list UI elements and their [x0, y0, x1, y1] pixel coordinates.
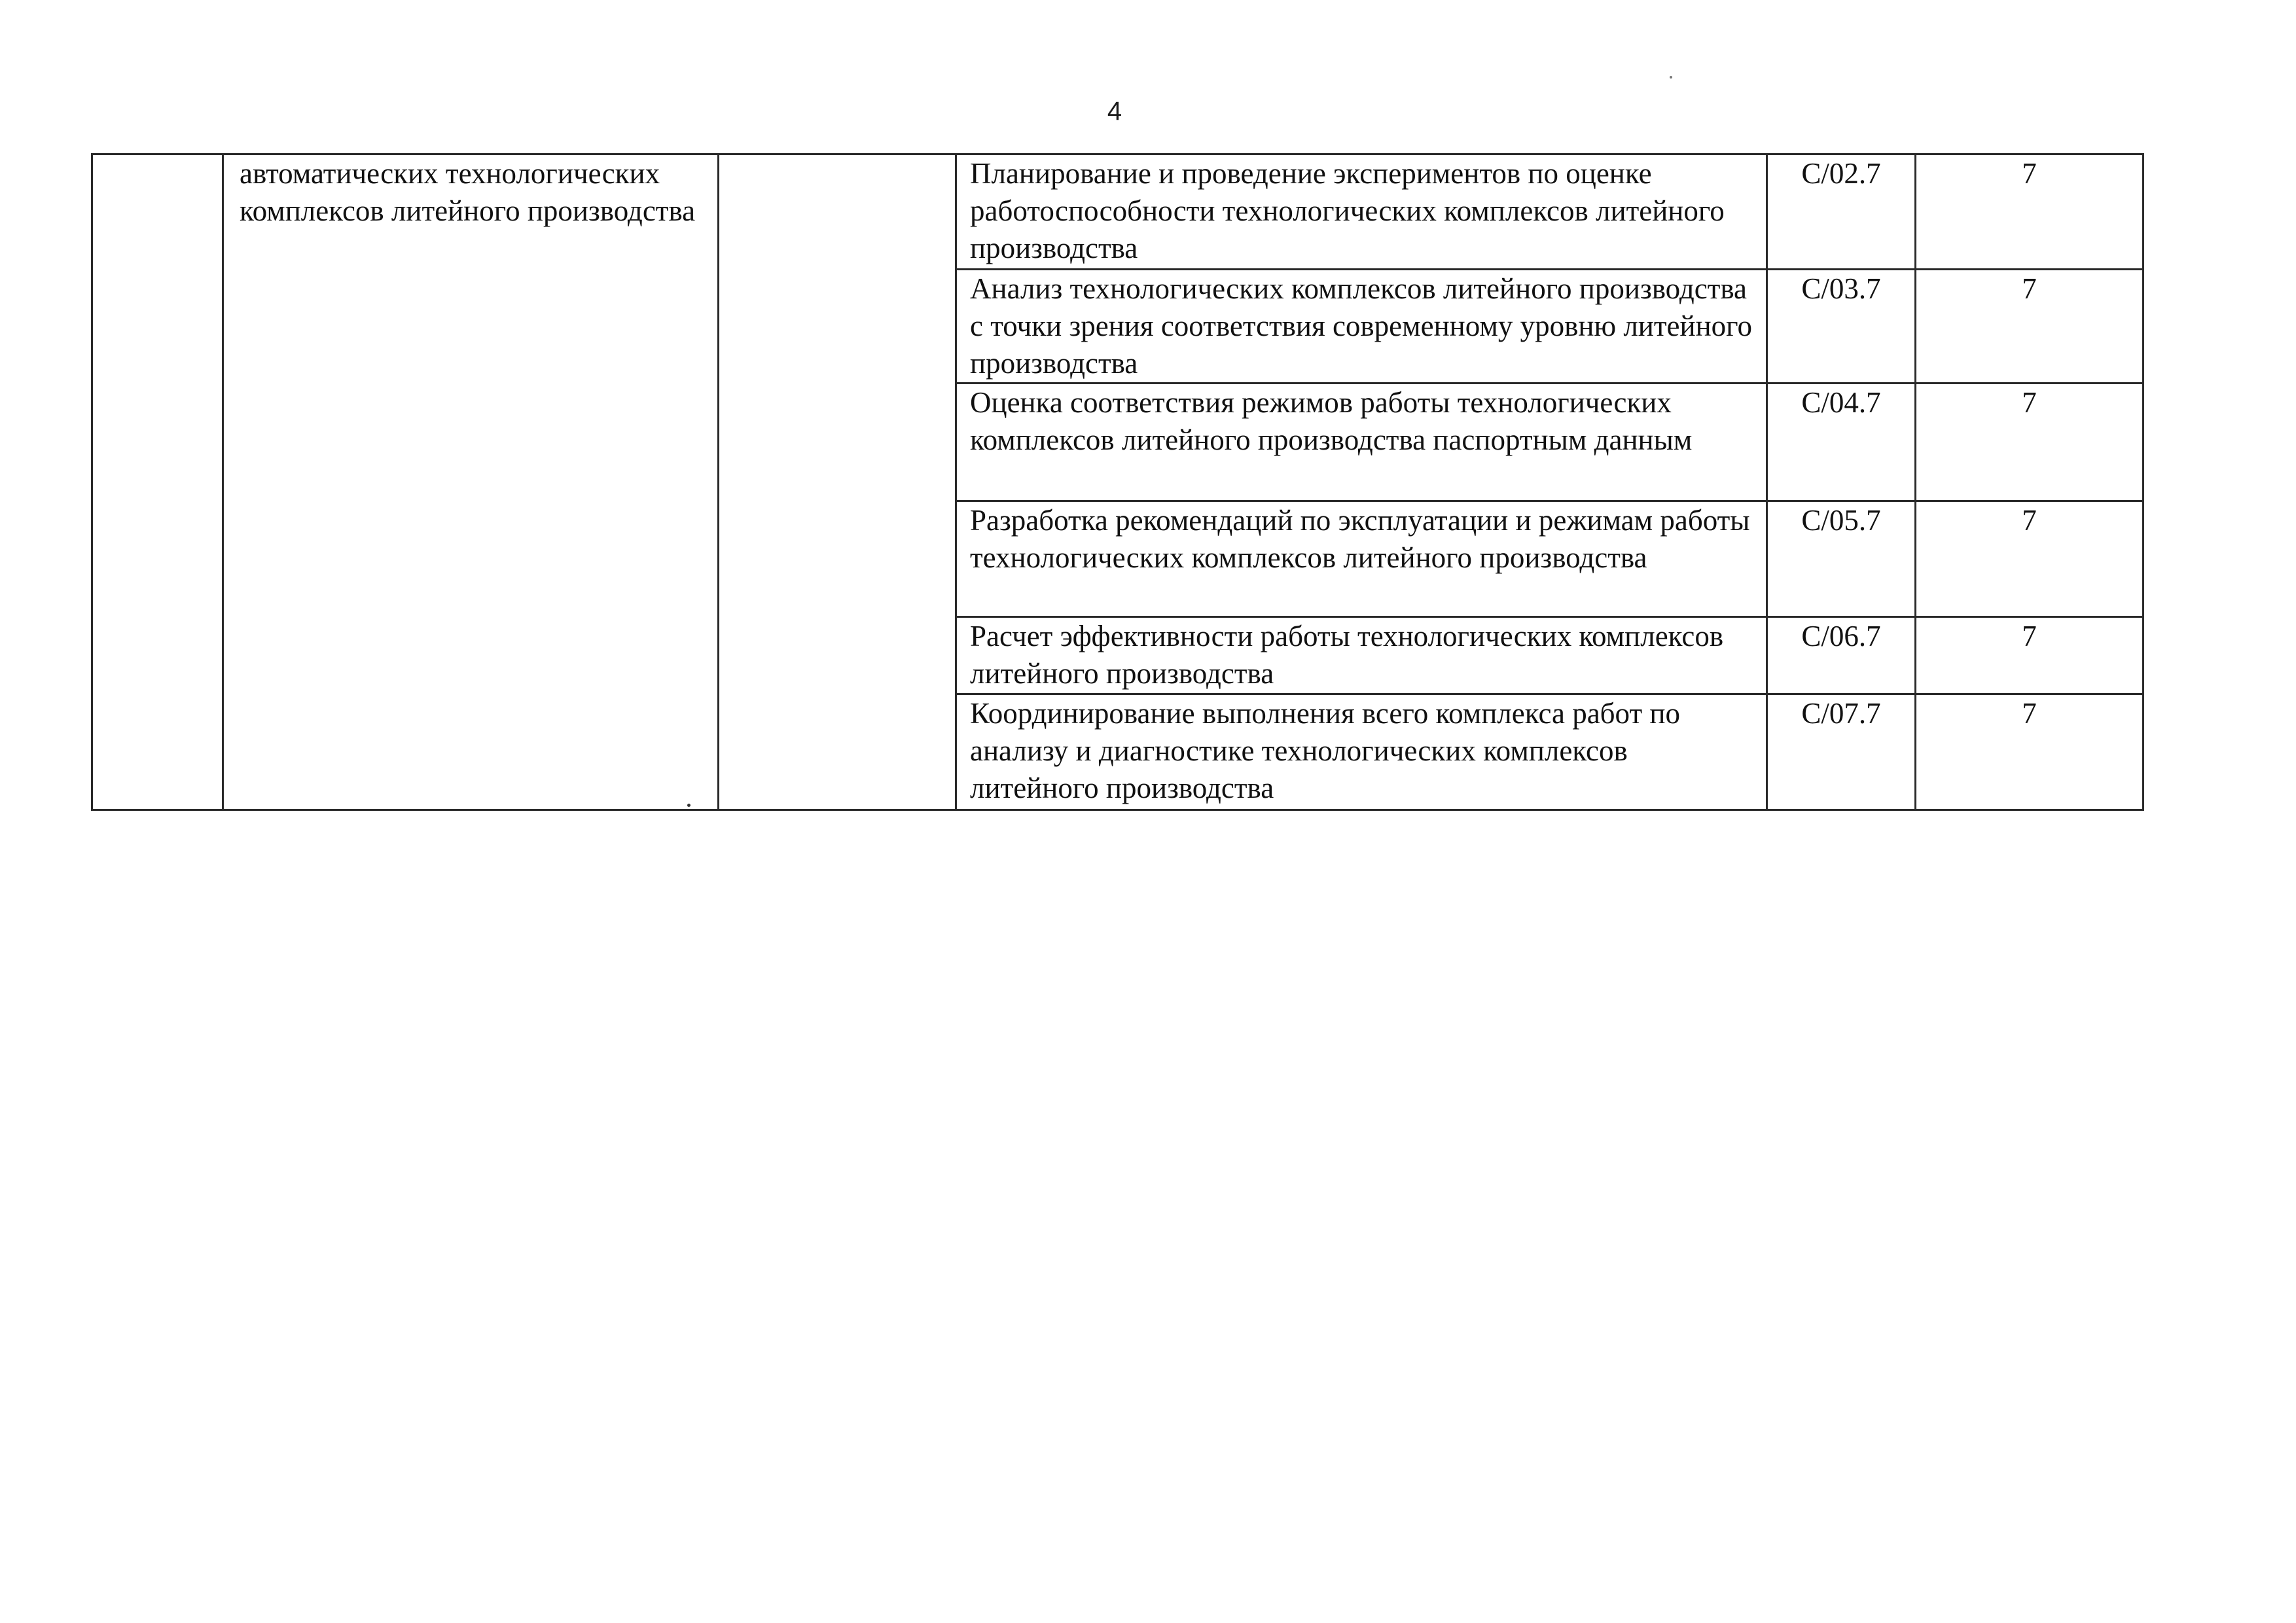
level-cell: 7 [1916, 617, 2144, 694]
function-cell: Координирование выполнения всего комплекса работ по анализу и диагностике технологических комплексов литейного производства [956, 694, 1767, 810]
table-row [92, 154, 2144, 270]
level-cell: 7 [1916, 154, 2144, 270]
group-name-cell [223, 154, 719, 810]
empty-level-cell [719, 154, 956, 810]
code-cell: С/02.7 [1767, 154, 1916, 270]
code-cell: С/06.7 [1767, 617, 1916, 694]
group-name-text: автоматических технологических комплексов литейного производства [240, 157, 696, 227]
code-cell: С/07.7 [1767, 694, 1916, 810]
function-cell: Оценка соответствия режимов работы технологических комплексов литейного производства паспортным данным [956, 383, 1767, 501]
function-cell: Расчет эффективности работы технологических комплексов литейного производства [956, 617, 1767, 694]
level-cell: 7 [1916, 383, 2144, 501]
page-number: 4 [1107, 97, 1122, 126]
level-cell: 7 [1916, 501, 2144, 617]
scan-speck [1670, 76, 1672, 79]
level-cell: 7 [1916, 694, 2144, 810]
code-cell: С/04.7 [1767, 383, 1916, 501]
code-cell: С/03.7 [1767, 270, 1916, 383]
qualification-table [91, 153, 2144, 811]
level-cell: 7 [1916, 270, 2144, 383]
code-cell: С/05.7 [1767, 501, 1916, 617]
scan-speck [687, 804, 691, 807]
empty-index-cell [92, 154, 223, 810]
function-cell: Планирование и проведение экспериментов по оценке работоспособности технологических комплексов литейного производства [956, 154, 1767, 270]
function-cell: Анализ технологических комплексов литейного производства с точки зрения соответствия современному уровню литейного производства [956, 270, 1767, 383]
function-cell: Разработка рекомендаций по эксплуатации и режимам работы технологических комплексов литейного производства [956, 501, 1767, 617]
